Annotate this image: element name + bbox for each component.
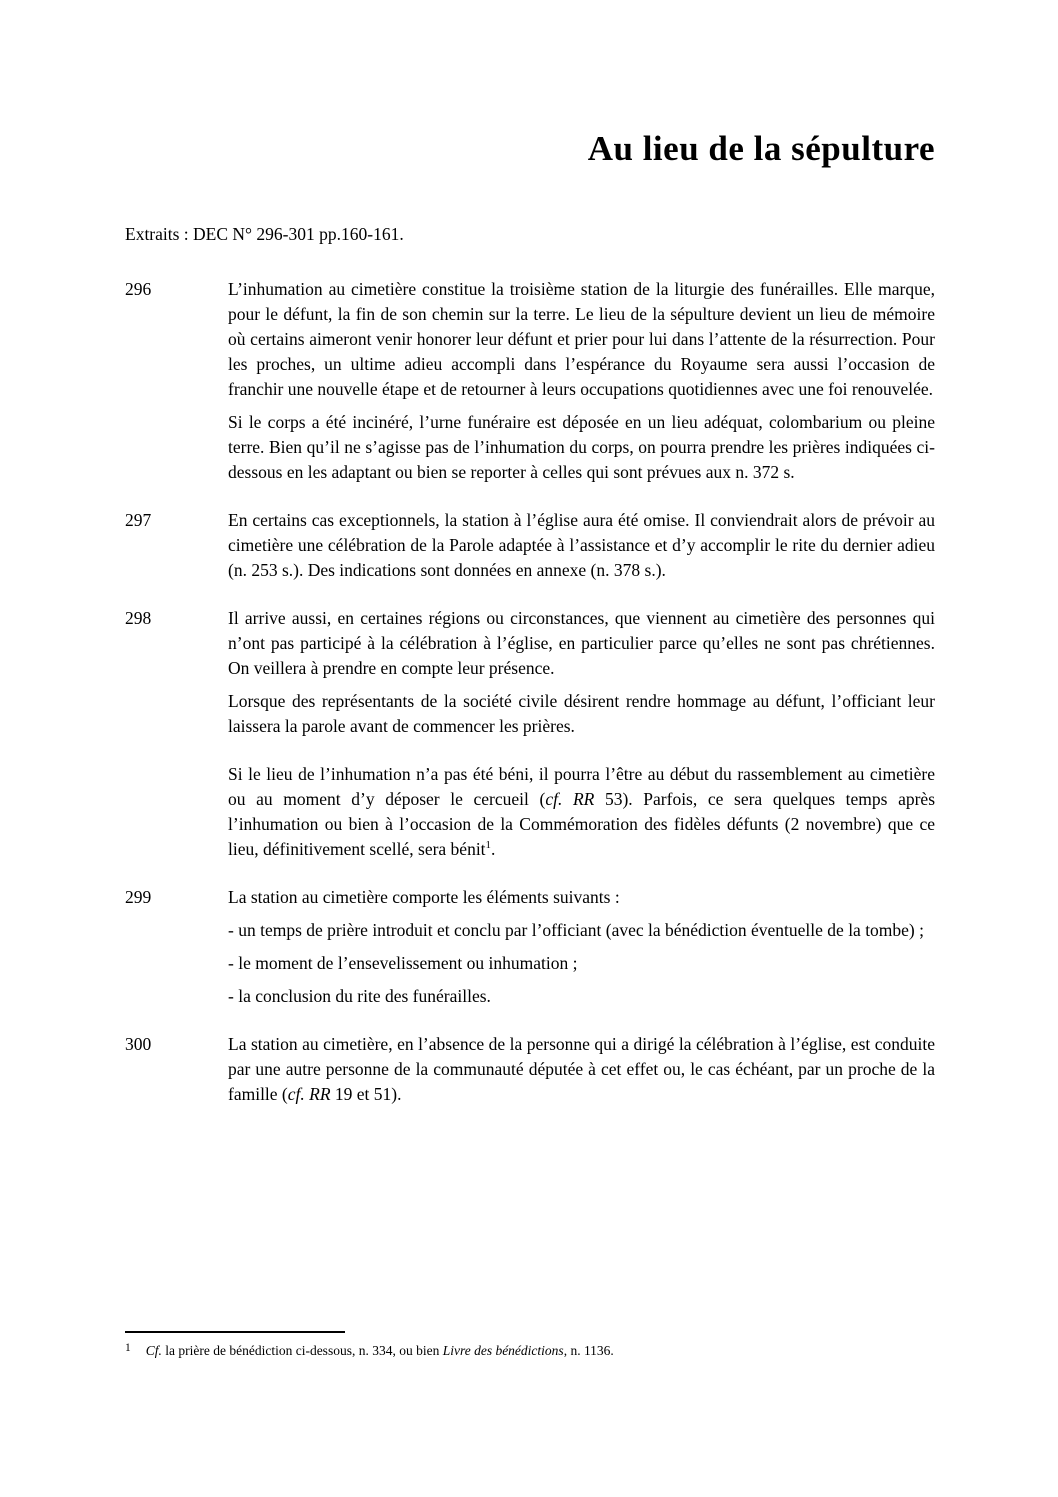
text-run: la prière de bénédiction ci-dessous, n. 334, ou bien xyxy=(161,1343,443,1358)
section-body xyxy=(228,508,935,583)
footnote-area xyxy=(125,1331,935,1359)
text-run: Lorsque des représentants de la société civile désirent rendre hommage au défunt, l’officiant leur laissera la parole avant de commencer les prières. xyxy=(228,690,935,736)
section-number: 300 xyxy=(125,1033,152,1054)
text-run: 53). Parfois, ce sera quelques temps après l’inhumation ou bien à l’occasion de la Commémoration des fidèles défunts (2 novembre) que ce lieu, définitivement scellé, sera bénit xyxy=(228,788,936,859)
text-run: cf. RR xyxy=(545,788,595,809)
section-298 xyxy=(125,606,935,862)
section-body xyxy=(228,606,935,862)
text-run: Il arrive aussi, en certaines régions ou circonstances, que viennent au cimetière des personnes qui n’ont pas participé à la célébration à l’église, en particulier parce qu’elles ne sont pas chrétiennes. On veillera à prendre en compte leur présence. xyxy=(228,607,935,678)
footnote-number: 1 xyxy=(125,1342,131,1354)
text-run: , n. 1136. xyxy=(563,1343,614,1358)
footnote-text xyxy=(146,1343,614,1358)
paragraph xyxy=(228,1032,935,1107)
extracts-reference-line: Extraits : DEC N° 296-301 pp.160-161. xyxy=(125,223,404,244)
footnote xyxy=(125,1340,935,1359)
section-body xyxy=(228,1032,935,1107)
section-body xyxy=(228,885,935,1009)
numbered-sections xyxy=(125,277,935,1107)
section-body xyxy=(228,277,935,485)
section-number: 299 xyxy=(125,886,152,907)
footnote-separator-rule xyxy=(125,1331,345,1333)
text-run: cf. RR xyxy=(287,1083,331,1104)
section-296 xyxy=(125,277,935,485)
text-run: Si le corps a été incinéré, l’urne funéraire est déposée en un lieu adéquat, colombarium ou pleine terre. Bien qu’il ne s’agisse pas de l’inhumation du corps, on pourra prendre les prières indiquées ci-dessous en les adaptant ou bien se reporter à celles qui sont prévues aux n. 372 s. xyxy=(228,411,935,482)
section-number: 298 xyxy=(125,607,152,628)
text-run: La station au cimetière comporte les éléments suivants : xyxy=(228,886,620,907)
text-run: . xyxy=(490,838,496,859)
section-297 xyxy=(125,508,935,583)
paragraph xyxy=(228,277,935,402)
section-number: 296 xyxy=(125,278,152,299)
text-run: - la conclusion du rite des funérailles. xyxy=(228,985,491,1006)
section-299 xyxy=(125,885,935,1009)
list-item xyxy=(228,951,935,976)
text-run: 19 et 51). xyxy=(330,1083,402,1104)
list-item xyxy=(228,918,935,943)
text-run: - un temps de prière introduit et conclu par l’officiant (avec la bénédiction éventuelle de la tombe) ; xyxy=(228,919,925,940)
paragraph xyxy=(228,410,935,485)
text-run: Si le lieu de l’inhumation n’a pas été béni, il pourra l’être au début du rassemblement au cimetière ou au moment d’y déposer le cercueil ( xyxy=(228,763,935,809)
footnote-reference-mark: 1 xyxy=(485,838,491,851)
text-run: Livre des bénédictions xyxy=(442,1343,564,1358)
text-run: La station au cimetière, en l’absence de la personne qui a dirigé la célébration à l’église, est conduite par une autre personne de la communauté députée à cet effet ou, le cas échéant, par un proche de la famille ( xyxy=(228,1033,935,1104)
text-run: En certains cas exceptionnels, la station à l’église aura été omise. Il conviendrait alors de prévoir au cimetière une célébration de la Parole adaptée à l’assistance et d’y accomplir le rite du dernier adieu (n. 253 s.). Des indications sont données en annexe (n. 378 s.). xyxy=(228,509,935,580)
text-run: Cf. xyxy=(145,1343,162,1358)
paragraph xyxy=(228,885,935,910)
section-number: 297 xyxy=(125,509,152,530)
text-run: L’inhumation au cimetière constitue la troisième station de la liturgie des funérailles. Elle marque, pour le défunt, la fin de son chemin sur la terre. Le lieu de la sépulture devient un lieu de mémoire où certains aimeront venir honorer leur défunt et prier pour lui dans l’attente de la résurrection. Pour les proches, un ultime adieu accompli dans l’espérance du Royaume sera aussi l’occasion de franchir une nouvelle étape et de retourner à leurs occupations quotidiennes avec une foi renouvelée. xyxy=(228,278,935,399)
page-title: Au lieu de la sépulture xyxy=(587,129,935,168)
paragraph xyxy=(228,606,935,681)
paragraph xyxy=(228,689,935,739)
list-item xyxy=(228,984,935,1009)
paragraph xyxy=(228,508,935,583)
text-run: - le moment de l’ensevelissement ou inhumation ; xyxy=(228,952,578,973)
section-300 xyxy=(125,1032,935,1107)
paragraph xyxy=(228,762,935,862)
